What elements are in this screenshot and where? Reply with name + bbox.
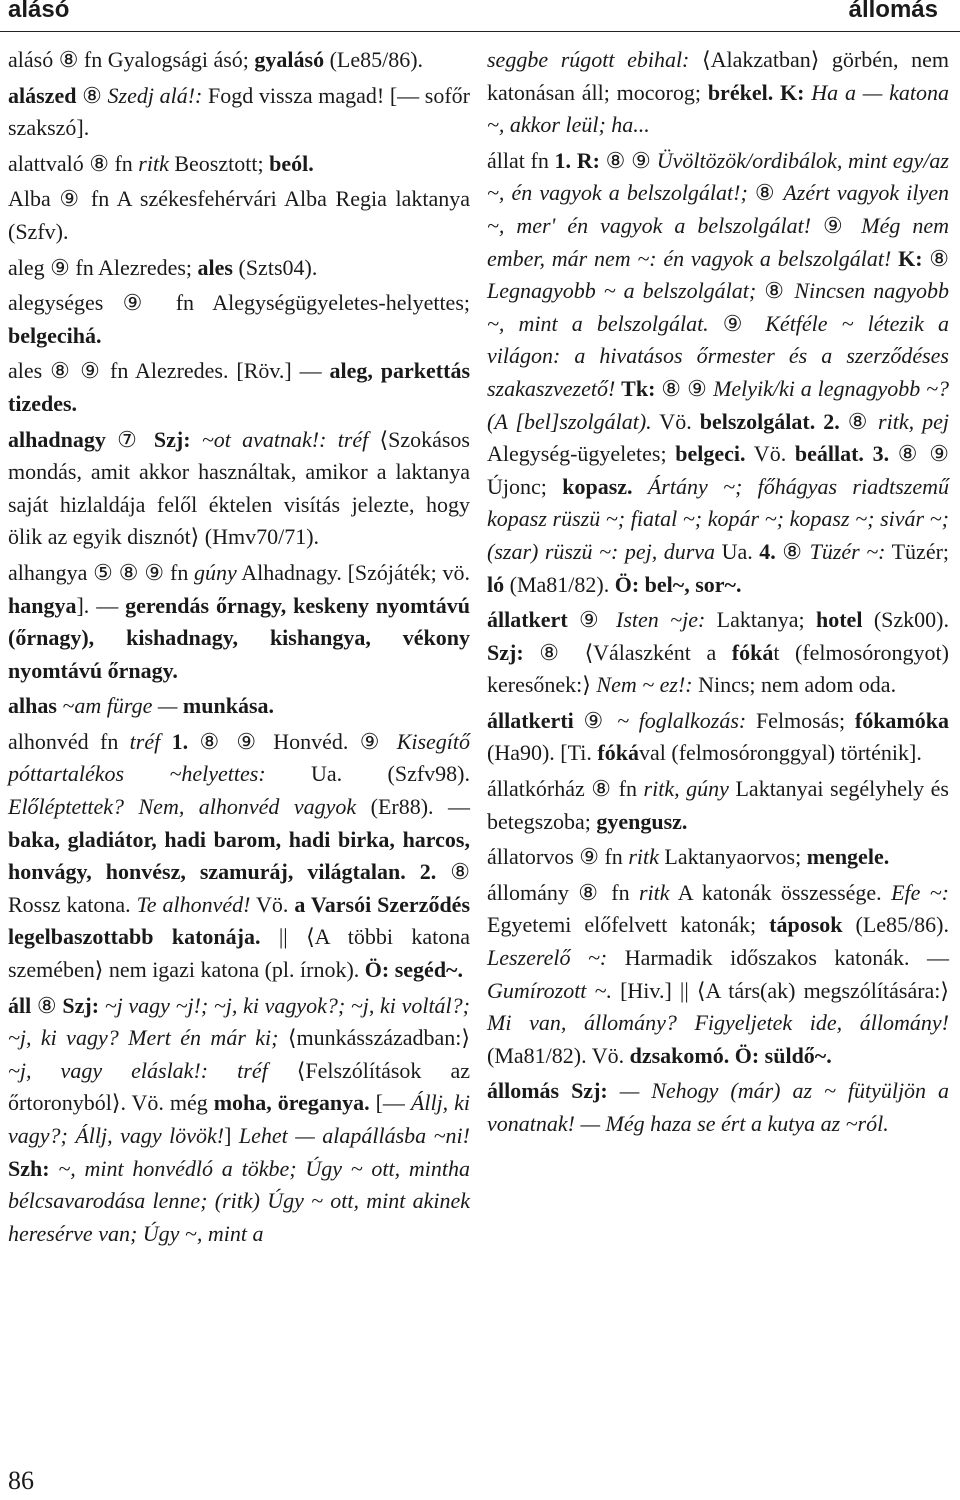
bold-text: alhadnagy [8,426,106,452]
bold-text: moha, öreganya. [213,1090,370,1116]
entry-text: (Szts04). [233,254,318,280]
italic-text: ~j, vagy eláslak!: tréf [8,1057,268,1083]
entry-text: alhonvéd fn [8,728,130,754]
bold-text: K: [898,245,923,271]
bold-text: munkása. [182,693,274,719]
entry-text: ⑨ [573,707,618,733]
entry-text: ⑧ ⑨ [655,375,714,401]
entry-text [633,474,648,499]
bold-text: 1. [171,728,189,754]
italic-text: Előléptettek? Nem, alhonvéd vagyok [8,794,357,820]
entry-text: (Szk00). [862,607,949,633]
bold-text: állatkerti [487,707,574,733]
entry-text: || ⟨A többi katona szemében⟩ nem igazi katona (pl. írnok). [8,924,471,983]
bold-text: Szh: [8,1155,50,1181]
dictionary-entry [8,148,470,181]
bold-text: mengele. [806,844,890,870]
bold-text: Tk: [621,375,656,401]
dictionary-entry [487,877,949,1073]
page-number: 86 [8,1466,34,1495]
entry-text [608,1078,620,1103]
bold-text: 1. R: [554,147,600,173]
italic-text: ~am fürge — [62,693,183,719]
entry-text: alegységes ⑨ fn Alegységügyeletes-helyettes; [8,290,470,316]
italic-text: Üvöltözök/ordibálok, mint egy/az ~, én vagyok a belszolgálat!; [487,147,949,206]
italic-text: Nem ~ ez!: [596,672,693,698]
dictionary-entry [8,44,470,77]
entry-text: (Er88). — [356,794,470,820]
entry-text: ⑧ [756,278,795,304]
bold-text: gerendás őrnagy, keskeny nyomtávú (őrnagy), kishadnagy, kishangya, vékony nyomtávú őrnagy. [8,592,471,683]
entry-text: ⑧ ⟨Válaszként a [523,639,732,665]
bold-text: 4. [759,538,776,564]
entry-text: ⟨Alakzatban⟩ görbén, nem katonásan áll; mocorog; [487,47,949,105]
bold-text: Szj: [62,992,100,1018]
dictionary-entry [8,183,470,248]
entry-text: ales ⑧ ⑨ fn Alezredes. [Röv.] — [8,358,330,384]
entry-text: ⑧ ⑨ [599,147,657,173]
bold-text: hangya [8,592,77,618]
header-rule [0,31,960,32]
entry-text: Beosztott; [168,150,270,176]
entry-text: állatorvos ⑨ fn [487,844,629,870]
italic-text: Állj, ki vagy?; Állj, vagy lövök! [8,1090,471,1148]
italic-text: ritk, gúny [643,776,729,802]
entry-text: ⑧ [839,408,879,434]
bold-text: alhas [8,693,57,719]
bold-text: alászed [8,82,77,108]
entry-text: ⟨Szokásos mondás, amit akkor használtak, amikor a laktanya saját hizlaldája felől éktelen visítás jelezte, hogy ölik az egyik disznót⟩ (Hmv70/71). [8,426,470,550]
dictionary-entry [487,44,949,142]
entry-text: ⑧ [76,82,108,108]
entry-text: ]. — [76,592,126,618]
entry-text: alattvaló ⑧ fn [8,150,139,176]
entry-text: ⑨ [708,310,766,336]
entry-text: ⑧ ⑨ Honvéd. ⑨ [188,728,397,754]
bold-text: beól. [269,150,314,176]
left-column [8,44,470,1253]
italic-text: Még nem ember, már nem ~: én vagyok a belszolgálat! [487,212,949,271]
entry-text: Vö. [651,408,700,434]
italic-text: ritk [628,844,659,870]
dictionary-entry [487,1075,949,1140]
italic-text: ritk [138,150,169,176]
entry-text: ⑧ [775,538,810,564]
bold-text: a Varsói Szerződés legelbaszottabb katonája. [8,891,471,950]
bold-text: brékel. K: [707,79,805,105]
italic-text: Kétféle ~ létezik a világon: a hivatásos őrmester és a szerződéses szakaszvezető! [487,310,949,401]
entry-text: Felmosás; [746,707,855,733]
italic-text: tréf [129,728,161,754]
entry-text: Ua. (Szfv98). [265,761,470,787]
entry-text: (Le85/86). [842,912,949,938]
dictionary-entry [8,287,470,352]
bold-text: állatkert [487,607,568,633]
entry-text: Fogd vissza magad! [— sofőr szakszó]. [8,82,470,141]
entry-text: ⑧ [747,180,784,206]
italic-text: Legnagyobb ~ a belszolgálat; [487,278,757,304]
entry-text: (Le85/86). [324,47,424,72]
bold-text: hotel [816,607,863,633]
bold-text: belszolgálat. 2. [699,408,840,434]
bold-text: fókamóka [854,707,949,733]
entry-text: Vö. [250,891,295,917]
bold-text: belgeci. [675,441,746,467]
entry-text: Harmadik időszakos katonák. — [607,945,949,971]
dictionary-entry [487,604,949,702]
entry-text: ⑧ Rossz katona. [8,859,470,917]
italic-text: ~j vagy ~j!; ~j, ki vagyok?; ~j, ki voltál?; ~j, ki vagy? Mert én már ki; [8,992,470,1051]
entry-text: Alba ⑨ fn A székesfehérvári Alba Regia laktanya (Szfv). [8,186,470,244]
italic-text: Gumírozott ~. [487,977,612,1003]
dictionary-entry [487,705,949,770]
entry-text: alásó ⑧ fn Gyalogsági ásó; [8,47,255,72]
entry-text: t (felmosórongyot) keresőnek:⟩ [487,639,949,698]
dictionary-entry [8,80,470,145]
italic-text: Szedj alá!: [107,82,208,108]
dictionary-entry [8,690,470,723]
italic-text: Leszerelő ~: [487,945,608,971]
entry-text: ⑧ [922,245,950,271]
bold-text: Szj: [153,426,202,452]
italic-text: Melyik/ki a legnagyobb ~? (A [bel]szolgálat). [487,375,949,434]
italic-text: Te alhonvéd! [136,891,251,917]
italic-text: Ha a — katona ~, akkor leül; ha... [487,79,949,138]
dictionary-entry [8,726,470,987]
entry-text: Laktanyaorvos; [658,844,807,870]
entry-text: Nincs; nem adom oda. [692,672,897,698]
entry-text: A katonák összessége. [669,879,892,905]
italic-text: seggbe rúgott ebihal: [487,47,690,72]
entry-text: Laktanya; [705,607,816,633]
entry-text: ⑦ [105,426,154,452]
entry-text: (Ma81/82). [504,571,615,597]
italic-text: Mi van, állomány? Figyeljetek ide, állomány! [487,1010,949,1036]
bold-text: fóká [597,740,639,766]
entry-text: állomány ⑧ fn [487,879,639,905]
dictionary-entry [8,424,470,554]
italic-text: ~, mint honvédló a tökbe; Úgy ~ ott, mintha bélcsavarodása lenne; (ritk) Úgy ~ ott, mint akinek heresérve van; Úgy ~, mint a [8,1155,471,1246]
bold-text: baka, gladiátor, hadi barom, hadi birka, harcos, honvágy, honvész, szamuráj, világtalan. 2. [8,826,470,885]
bold-text: gyalásó [254,47,325,72]
italic-text: ritk [639,879,670,905]
entry-text: Ua. [715,538,760,564]
entry-text: Egyetemi előfelvett katonák; [487,912,770,938]
entry-text: Tüzér; [885,538,950,564]
bold-text: fóká [731,639,774,665]
dictionary-entry [487,841,949,874]
entry-text: ] [224,1123,239,1148]
entry-text: Laktanyai segélyhely és betegszoba; [487,776,949,834]
italic-text: Tüzér ~: [809,538,886,564]
dictionary-entry [8,557,470,687]
running-head-last-entry: állomás [848,0,938,23]
running-head-first-entry: alásó [8,0,70,23]
dictionary-entry [8,252,470,285]
italic-text: ~ foglalkozás: [617,707,747,733]
italic-text: Azért vagyok ilyen ~, mer' én vagyok a belszolgálat! [487,180,949,238]
italic-text: gúny [194,559,237,585]
entry-text: Alegység-ügyeletes; [487,441,676,467]
italic-text: Kisegítő póttartalékos ~helyettes: [8,728,471,787]
entry-text: [— [369,1090,411,1116]
bold-text: belgecihá. [8,322,102,348]
bold-text: ales [197,254,233,280]
entry-text: állatkórház ⑧ fn [487,776,644,802]
entry-text [160,729,171,754]
entry-text: ⑧ [31,992,63,1018]
entry-text: (Ha90). [Ti. [487,740,598,766]
entry-text: alhangya ⑤ ⑧ ⑨ fn [8,559,195,585]
bold-text: Szj: [487,639,524,665]
italic-text: Isten ~je: [616,607,706,633]
entry-text: aleg ⑨ fn Alezredes; [8,254,198,280]
running-head [8,0,938,32]
bold-text: dzsakomó. Ö: süldő~. [629,1042,832,1068]
entry-text: val (felmosóronggyal) történik]. [638,740,922,766]
bold-text: áll [8,992,32,1018]
right-column [487,44,949,1144]
entry-text: ⑨ [567,607,617,633]
bold-text: Ö: bel~, sor~. [614,571,742,597]
entry-text: állat fn [487,147,555,173]
dictionary-entry [487,145,949,601]
bold-text: beállat. 3. [794,441,890,467]
entry-text: Vö. [745,441,795,467]
entry-text: ⑨ [811,212,862,238]
entry-text: ⑧ ⑨ Újonc; [487,441,949,499]
entry-text: [Hiv.] || ⟨A társ(ak) megszólítására:⟩ [611,977,949,1003]
bold-text: kopasz. [562,473,633,499]
bold-text: táposok [769,912,843,938]
entry-text: (Ma81/82). Vö. [487,1042,630,1068]
italic-text: ritk, pej [878,408,949,434]
italic-text: Nincsen nagyobb ~, mint a belszolgálat. [487,278,949,336]
entry-text: Alhadnagy. [Szójáték; vö. [236,559,470,585]
italic-text: Lehet — alapállásba ~ni! [238,1123,470,1148]
italic-text: Ártány ~; főhágyas riadtszemű kopasz rüszü ~; fiatal ~; kopár ~; kopasz ~; sivár ~; (szar) rüszü ~: pej, durva [487,473,949,564]
dictionary-entry [8,355,470,420]
entry-text: ⟨munkásszázadban:⟩ [278,1025,470,1051]
italic-text: — Nehogy (már) az ~ fütyüljön a vonatnak! — Még haza se ért a kutya az ~ról. [487,1078,950,1136]
entry-text: ⟨Felszólítások az őrtoronyból⟩. Vö. még [8,1057,471,1116]
bold-text: állomás Szj: [487,1078,608,1104]
dictionary-entry [487,773,949,838]
bold-text: Ö: segéd~. [364,957,464,983]
bold-text: aleg, parkettás tizedes. [8,358,471,416]
bold-text: gyengusz. [596,808,688,834]
dictionary-entry [8,990,470,1251]
italic-text: Efe ~: [891,879,950,905]
italic-text: ~ot avatnak!: tréf [201,426,369,452]
bold-text: ló [487,571,505,597]
